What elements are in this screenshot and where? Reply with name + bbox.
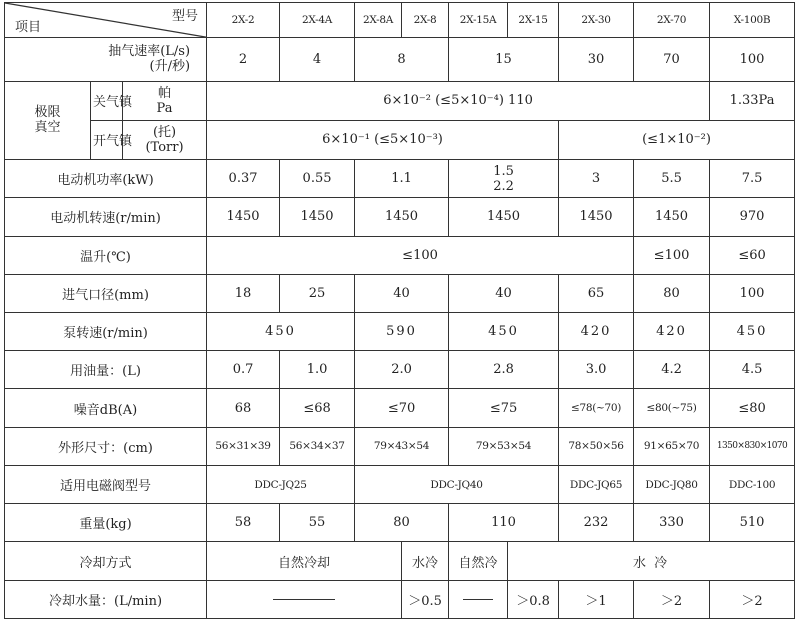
inlet-value: 80	[634, 274, 710, 312]
speed-value: 70	[634, 38, 710, 81]
water-value: ＞0.5	[402, 580, 449, 618]
pump-speed-label: 泵转速(r/min)	[5, 313, 207, 351]
motor-speed-value: 1450	[280, 198, 355, 236]
noise-value: ≤70	[355, 389, 449, 427]
motor-speed-value: 1450	[634, 198, 710, 236]
pump-speed-row	[5, 313, 795, 351]
cooling-value: 自然冷却	[207, 542, 402, 580]
pump-speed-value: 450	[449, 313, 559, 351]
empty-dash	[463, 599, 493, 600]
water-value: ＞0.8	[508, 580, 559, 618]
pump-spec-table	[4, 2, 795, 619]
noise-row	[5, 389, 795, 427]
speed-value: 15	[449, 38, 559, 81]
temp-label: 温升(℃)	[5, 236, 207, 274]
speed-value: 8	[355, 38, 449, 81]
oil-value: 4.2	[634, 351, 710, 389]
dims-value: 56×31×39	[207, 427, 280, 465]
noise-value: ≤68	[280, 389, 355, 427]
weight-label: 重量(kg)	[5, 504, 207, 542]
cooling-row	[5, 542, 795, 580]
water-empty	[207, 580, 402, 618]
valve-value: DDC-JQ25	[207, 465, 355, 503]
noise-value: ≤80(~75)	[634, 389, 710, 427]
speed-value: 100	[710, 38, 795, 81]
cooling-value: 水 冷	[508, 542, 795, 580]
model-cell: 2X-15	[508, 3, 559, 38]
power-label: 电动机功率(kW)	[5, 160, 207, 198]
header-row	[5, 3, 795, 38]
oil-value: 3.0	[559, 351, 634, 389]
noise-value: ≤80	[710, 389, 795, 427]
closed-ballast-label: 关气镇	[91, 81, 123, 120]
water-value: ＞2	[634, 580, 710, 618]
inlet-value: 65	[559, 274, 634, 312]
oil-value: 2.8	[449, 351, 559, 389]
model-cell: 2X-2	[207, 3, 280, 38]
vacuum-open-value: 6×10⁻¹ (≤5×10⁻³)	[207, 120, 559, 159]
valve-value: DDC-JQ65	[559, 465, 634, 503]
power-value-dual: 1.5 2.2	[449, 160, 559, 198]
water-label: 冷却水量：(L/min)	[5, 580, 207, 618]
dims-value: 79×43×54	[355, 427, 449, 465]
oil-value: 1.0	[280, 351, 355, 389]
model-cell: 2X-8	[402, 3, 449, 38]
model-cell: X-100B	[710, 3, 795, 38]
vacuum-closed-value: 6×10⁻² (≤5×10⁻⁴) 110	[207, 81, 710, 120]
dims-label: 外形尺寸：(cm)	[5, 427, 207, 465]
speed-label: 抽气速率(L/s) (升/秒)	[5, 38, 207, 81]
torr-unit-label: (托) (Torr)	[123, 120, 207, 159]
pump-speed-value: 590	[355, 313, 449, 351]
dims-value: 91×65×70	[634, 427, 710, 465]
model-cell: 2X-8A	[355, 3, 402, 38]
temp-row	[5, 236, 795, 274]
speed-value: 30	[559, 38, 634, 81]
inlet-value: 18	[207, 274, 280, 312]
pump-speed-value: 420	[634, 313, 710, 351]
inlet-value: 25	[280, 274, 355, 312]
power-value: 3	[559, 160, 634, 198]
valve-value: DDC-JQ80	[634, 465, 710, 503]
weight-value: 80	[355, 504, 449, 542]
vacuum-closed-last: 1.33Pa	[710, 81, 795, 120]
item-header-label: 项目	[15, 20, 42, 36]
water-value: ＞2	[710, 580, 795, 618]
weight-value: 330	[634, 504, 710, 542]
power-value: 7.5	[710, 160, 795, 198]
weight-value: 232	[559, 504, 634, 542]
inlet-value: 100	[710, 274, 795, 312]
dims-row	[5, 427, 795, 465]
weight-row	[5, 504, 795, 542]
inlet-value: 40	[449, 274, 559, 312]
temp-value: ≤100	[634, 236, 710, 274]
water-row	[5, 580, 795, 618]
weight-value: 58	[207, 504, 280, 542]
motor-speed-value: 1450	[559, 198, 634, 236]
power-value: 5.5	[634, 160, 710, 198]
power-value: 0.37	[207, 160, 280, 198]
motor-speed-label: 电动机转速(r/min)	[5, 198, 207, 236]
vacuum-open-row	[5, 120, 795, 159]
cooling-value: 水冷	[402, 542, 449, 580]
speed-row	[5, 38, 795, 81]
cooling-label: 冷却方式	[5, 542, 207, 580]
empty-dash	[273, 599, 335, 600]
dims-value: 78×50×56	[559, 427, 634, 465]
weight-value: 510	[710, 504, 795, 542]
pa-unit-label: 帕 Pa	[123, 81, 207, 120]
valve-value: DDC-JQ40	[355, 465, 559, 503]
pump-speed-value: 420	[559, 313, 634, 351]
model-cell: 2X-4A	[280, 3, 355, 38]
noise-value: ≤78(~70)	[559, 389, 634, 427]
valve-value: DDC-100	[710, 465, 795, 503]
noise-label: 噪音dB(A)	[5, 389, 207, 427]
vacuum-group-label: 极限 真空	[5, 81, 91, 160]
vacuum-closed-row	[5, 81, 795, 120]
water-empty	[449, 580, 508, 618]
dims-value: 79×53×54	[449, 427, 559, 465]
open-ballast-label: 开气镇	[91, 120, 123, 159]
model-header-label: 型号	[172, 9, 199, 24]
water-value: ＞1	[559, 580, 634, 618]
temp-value: ≤100	[207, 236, 634, 274]
model-cell: 2X-30	[559, 3, 634, 38]
oil-value: 4.5	[710, 351, 795, 389]
noise-value: 68	[207, 389, 280, 427]
motor-speed-value: 1450	[355, 198, 449, 236]
motor-speed-row	[5, 198, 795, 236]
power-row	[5, 160, 795, 198]
oil-value: 2.0	[355, 351, 449, 389]
speed-value: 2	[207, 38, 280, 81]
speed-value: 4	[280, 38, 355, 81]
vacuum-open-right: (≤1×10⁻²)	[559, 120, 795, 159]
motor-speed-value: 970	[710, 198, 795, 236]
inlet-row	[5, 274, 795, 312]
oil-value: 0.7	[207, 351, 280, 389]
dims-value: 1350×830×1070	[710, 427, 795, 465]
pump-speed-value: 450	[710, 313, 795, 351]
dims-value: 56×34×37	[280, 427, 355, 465]
noise-value: ≤75	[449, 389, 559, 427]
oil-row	[5, 351, 795, 389]
inlet-value: 40	[355, 274, 449, 312]
weight-value: 110	[449, 504, 559, 542]
valve-label: 适用电磁阀型号	[5, 465, 207, 503]
inlet-label: 进气口径(mm)	[5, 274, 207, 312]
oil-label: 用油量：(L)	[5, 351, 207, 389]
model-cell: 2X-70	[634, 3, 710, 38]
motor-speed-value: 1450	[207, 198, 280, 236]
header-corner-cell	[5, 3, 207, 38]
power-value: 0.55	[280, 160, 355, 198]
valve-row	[5, 465, 795, 503]
cooling-value: 自然冷	[449, 542, 508, 580]
pump-speed-value: 450	[207, 313, 355, 351]
power-value: 1.1	[355, 160, 449, 198]
temp-value: ≤60	[710, 236, 795, 274]
motor-speed-value: 1450	[449, 198, 559, 236]
model-cell: 2X-15A	[449, 3, 508, 38]
weight-value: 55	[280, 504, 355, 542]
